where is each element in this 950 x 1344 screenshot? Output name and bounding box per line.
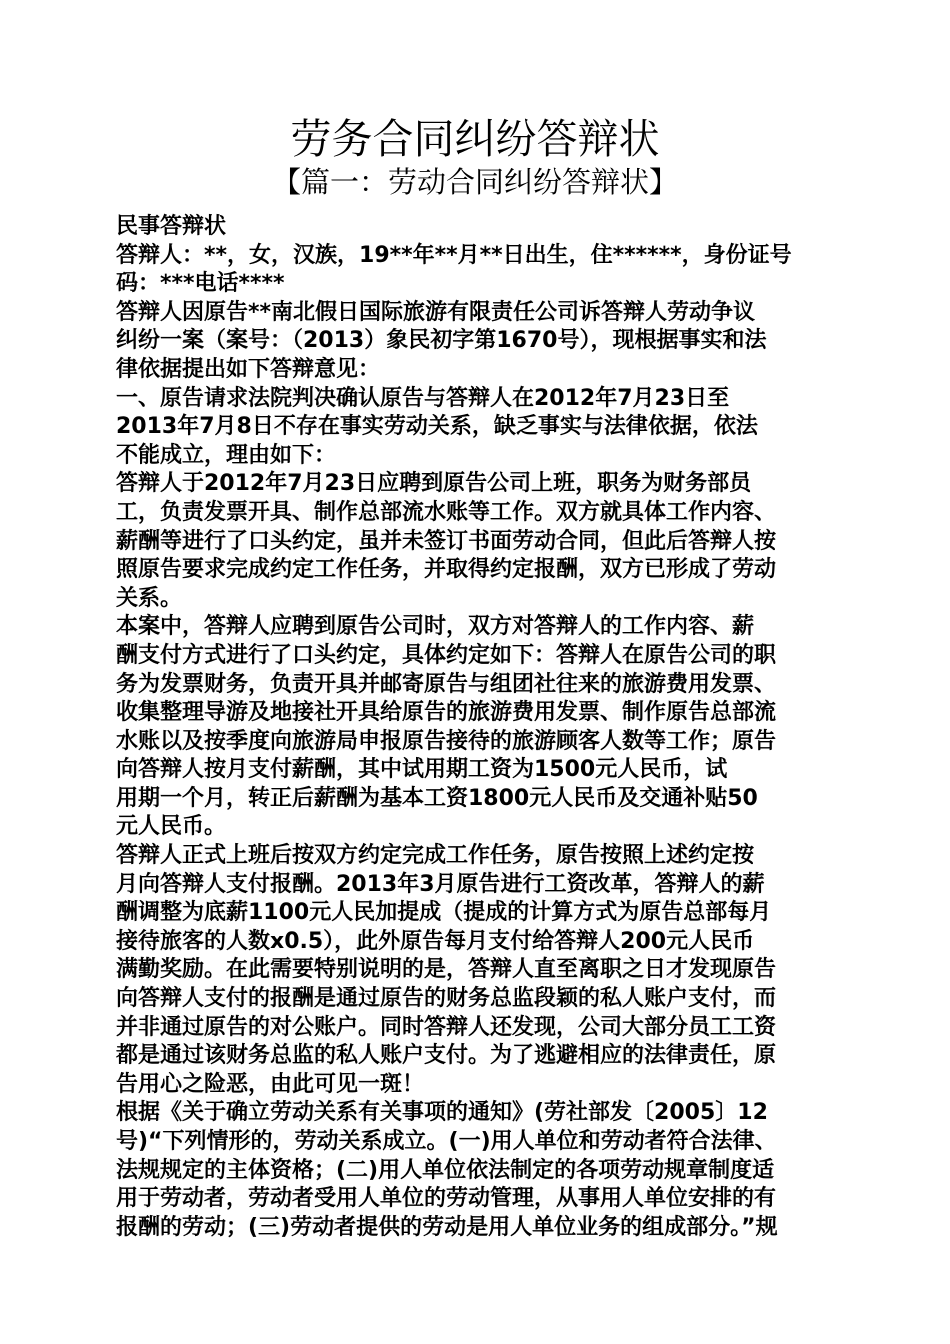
body-line: 满勤奖励。在此需要特别说明的是，答辩人直至离职之日才发现原告 <box>116 957 777 983</box>
document-subtitle: 【篇一：劳动合同纠纷答辩状】 <box>271 165 678 199</box>
body-line: 不能成立，理由如下： <box>116 442 337 468</box>
body-line: 水账以及按季度向旅游局申报原告接待的旅游顾客人数等工作；原告 <box>116 728 777 754</box>
body-line: 用于劳动者，劳动者受用人单位的劳动管理，从事用人单位安排的有 <box>116 1186 777 1212</box>
body-line: 用期一个月，转正后薪酬为基本工资1800元人民币及交通补贴50 <box>116 785 758 811</box>
body-line: 律依据提出如下答辩意见： <box>116 356 381 382</box>
body-line: 纠纷一案（案号：（2013）象民初字第1670号），现根据事实和法 <box>116 328 767 354</box>
body-line: 工，负责发票开具、制作总部流水账等工作。双方就具体工作内容、 <box>116 499 777 525</box>
body-line: 并非通过原告的对公账户。同时答辩人还发现，公司大部分员工工资 <box>116 1014 777 1040</box>
body-line: 号)“下列情形的，劳动关系成立。(一)用人单位和劳动者符合法律、 <box>116 1129 777 1154</box>
body-line: 向答辩人按月支付薪酬，其中试用期工资为1500元人民币，试 <box>116 757 728 783</box>
body-line: 报酬的劳动；(三)劳动者提供的劳动是用人单位业务的组成部分。”规 <box>116 1214 778 1240</box>
body-line: 收集整理导游及地接社开具给原告的旅游费用发票、制作原告总部流 <box>116 700 777 726</box>
body-line: 答辩人于2012年7月23日应聘到原告公司上班，职务为财务部员 <box>116 471 752 497</box>
body-line: 元人民币。 <box>116 814 227 840</box>
body-line: 务为发票财务，负责开具并邮寄原告与组团社往来的旅游费用发票、 <box>116 671 777 697</box>
body-line: 月向答辩人支付报酬。2013年3月原告进行工资改革，答辩人的薪 <box>116 871 765 897</box>
body-line: 告用心之险恶，由此可见一斑！ <box>116 1071 425 1097</box>
body-line: 酬支付方式进行了口头约定，具体约定如下：答辩人在原告公司的职 <box>116 642 777 668</box>
document-body <box>116 213 838 1242</box>
body-line: 码：***电话**** <box>116 271 285 297</box>
body-line: 答辩人因原告**南北假日国际旅游有限责任公司诉答辩人劳动争议 <box>116 299 756 325</box>
body-line: 接待旅客的人数x0.5），此外原告每月支付给答辩人200元人民币 <box>116 928 755 954</box>
body-line: 2013年7月8日不存在事实劳动关系，缺乏事实与法律依据，依法 <box>116 414 758 440</box>
body-line: 法规规定的主体资格；(二)用人单位依法制定的各项劳动规章制度适 <box>116 1157 775 1183</box>
body-line: 向答辩人支付的报酬是通过原告的财务总监段颖的私人账户支付，而 <box>116 986 777 1012</box>
body-line: 照原告要求完成约定工作任务，并取得约定报酬，双方已形成了劳动 <box>116 557 777 583</box>
body-line: 答辩人：**，女，汉族，19**年**月**日出生，住******，身份证号 <box>116 242 792 268</box>
body-line: 关系。 <box>116 585 183 611</box>
body-line: 一、原告请求法院判决确认原告与答辩人在2012年7月23日至 <box>116 385 730 411</box>
body-line: 民事答辩状 <box>116 214 227 239</box>
body-line: 都是通过该财务总监的私人账户支付。为了逃避相应的法律责任，原 <box>116 1043 777 1069</box>
body-line: 薪酬等进行了口头约定，虽并未签订书面劳动合同，但此后答辩人按 <box>116 528 777 554</box>
body-line: 本案中，答辩人应聘到原告公司时，双方对答辩人的工作内容、薪 <box>116 614 755 640</box>
body-line: 根据《关于确立劳动关系有关事项的通知》(劳社部发〔2005〕12 <box>116 1100 768 1126</box>
body-line: 酬调整为底薪1100元人民加提成（提成的计算方式为原告总部每月 <box>116 900 772 926</box>
body-line: 答辩人正式上班后按双方约定完成工作任务，原告按照上述约定按 <box>116 843 755 869</box>
document-title: 劳务合同纠纷答辩状 <box>290 115 660 163</box>
